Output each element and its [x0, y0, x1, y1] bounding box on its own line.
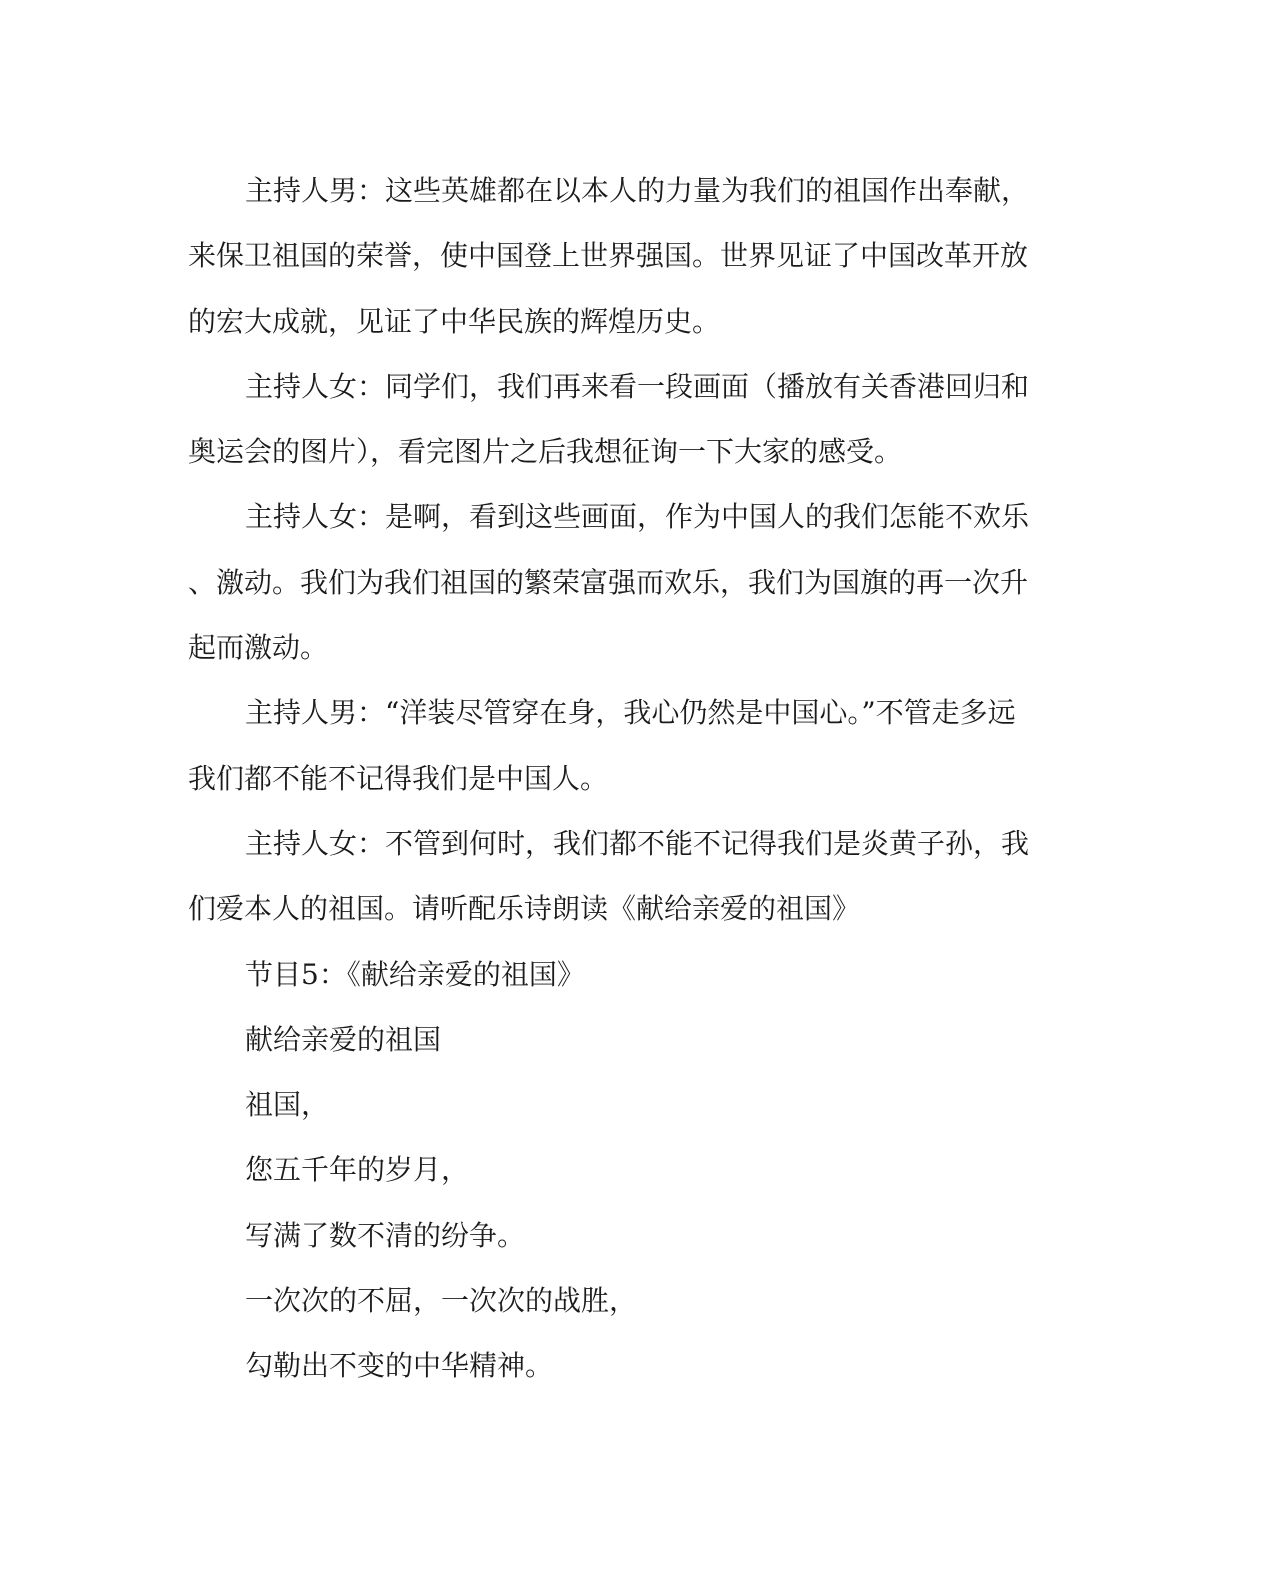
text-line: 、激动。我们为我们祖国的繁荣富强而欢乐，我们为国旗的再一次升: [188, 565, 1029, 599]
text-line: 主持人女：是啊，看到这些画面，作为中国人的我们怎能不欢乐: [245, 500, 1030, 534]
paragraph-host-female-joy: [188, 484, 1050, 680]
poem-line: [188, 1072, 1050, 1137]
text-line: 奥运会的图片），看完图片之后我想征询一下大家的感受。: [188, 435, 903, 469]
text-line: 主持人女：不管到何时，我们都不能不记得我们是炎黄子孙，我: [245, 826, 1030, 860]
poem-line: [188, 1333, 1050, 1398]
text-line: 祖国，: [245, 1088, 330, 1122]
text-line: 主持人男：“洋装尽管穿在身，我心仍然是中国心。”不管走多远: [245, 696, 1016, 730]
text-line: 节目5：《献给亲爱的祖国》: [245, 957, 585, 991]
paragraph-host-male-chinese-heart: [188, 680, 1050, 811]
text-line: 您五千年的岁月，: [245, 1153, 470, 1187]
poem-title: [188, 1007, 1050, 1072]
text-line: 献给亲爱的祖国: [245, 1022, 442, 1056]
paragraph-host-female-images: [188, 354, 1050, 485]
text-line: 起而激动。: [188, 631, 329, 665]
text-line: 主持人男：这些英雄都在以本人的力量为我们的祖国作出奉献，: [245, 174, 1030, 207]
text-line: 主持人女：同学们，我们再来看一段画面（播放有关香港回归和: [245, 369, 1030, 403]
text-line: 一次次的不屈，一次次的战胜，: [245, 1284, 638, 1318]
text-line: 来保卫祖国的荣誉，使中国登上世界强国。世界见证了中国改革开放: [188, 239, 1029, 273]
text-line: 我们都不能不记得我们是中国人。: [188, 761, 609, 795]
document-body: [188, 158, 1050, 1399]
text-line: 勾勒出不变的中华精神。: [245, 1349, 554, 1383]
text-line: 们爱本人的祖国。请听配乐诗朗读《献给亲爱的祖国》: [188, 892, 861, 926]
text-line: 的宏大成就，见证了中华民族的辉煌历史。: [188, 304, 721, 338]
poem-line: [188, 1203, 1050, 1268]
program-title: [188, 942, 1050, 1007]
text-line: 写满了数不清的纷争。: [245, 1218, 526, 1252]
poem-line: [188, 1137, 1050, 1202]
poem-line: [188, 1268, 1050, 1333]
paragraph-host-female-poem-intro: [188, 811, 1050, 942]
paragraph-host-male-heroes: [188, 158, 1050, 354]
